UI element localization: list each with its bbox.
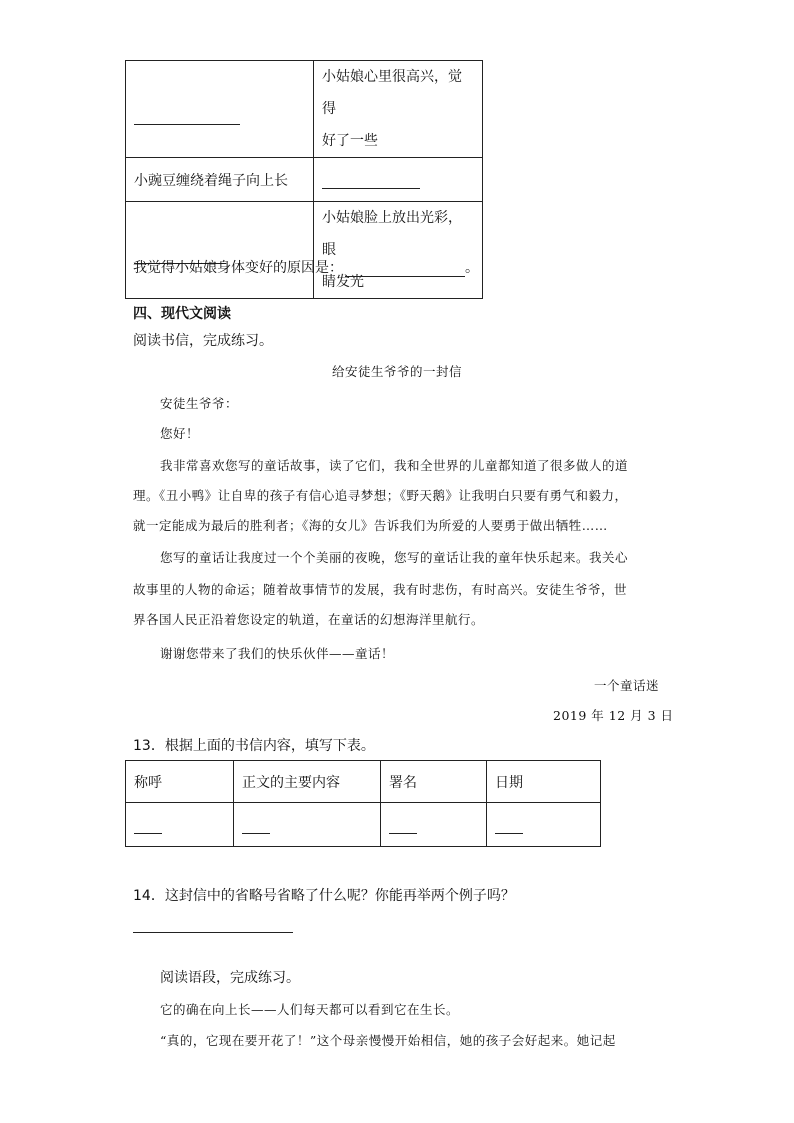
letter-line: 理。《丑小鸭》让自卑的孩子有信心追寻梦想；《野天鹅》让我明白只要有勇气和毅力，	[133, 488, 628, 503]
answer-cell[interactable]	[126, 803, 234, 847]
section-heading: 四、现代文阅读	[133, 306, 231, 322]
letter-line: 您写的童话让我度过一个个美丽的夜晚，您写的童话让我的童年快乐起来。我关心	[160, 550, 629, 565]
table-header: 称呼	[126, 761, 234, 803]
cell-line: 好了一些	[322, 133, 378, 149]
table-cell: 小豌豆缠绕着绳子向上长	[126, 158, 314, 202]
reason-prefix: 我觉得小姑娘身体变好的原因是：	[133, 260, 343, 276]
letter-closing: 谢谢您带来了我们的快乐伙伴——童话！	[160, 646, 395, 661]
q13-table	[125, 760, 601, 847]
letter-signature: 一个童话迷	[594, 678, 660, 693]
table-header: 正文的主要内容	[234, 761, 381, 803]
answer-cell[interactable]	[314, 158, 483, 202]
table-cell	[314, 61, 483, 158]
letter-line: 就一定能成为最后的胜利者；《海的女儿》告诉我们为所爱的人要勇于做出牺牲……	[133, 518, 608, 533]
table-header: 署名	[381, 761, 487, 803]
reason-suffix: 。	[465, 260, 479, 276]
answer-blank[interactable]	[134, 833, 162, 834]
answer-blank[interactable]	[242, 833, 270, 834]
answer-cell[interactable]	[381, 803, 487, 847]
answer-blank[interactable]	[322, 188, 420, 189]
letter-date: 2019 年 12 月 3 日	[553, 708, 674, 723]
table-header: 日期	[487, 761, 601, 803]
answer-cell[interactable]	[126, 202, 314, 299]
answer-cell[interactable]	[487, 803, 601, 847]
letter-greeting: 您好！	[160, 426, 200, 441]
letter-line: 界各国人民正沿着您设定的轨道，在童话的幻想海洋里航行。	[133, 612, 485, 627]
cell-line: 小姑娘脸上放出光彩，眼	[322, 210, 462, 258]
answer-blank[interactable]	[134, 124, 240, 125]
cell-line: 小姑娘心里很高兴，觉得	[322, 69, 462, 117]
table-cell	[314, 202, 483, 299]
question-13: 13．根据上面的书信内容，填写下表。	[133, 738, 375, 754]
reading-line: 它的确在向上长——人们每天都可以看到它在生长。	[160, 1002, 460, 1017]
reading-instruction: 阅读语段，完成练习。	[160, 970, 300, 986]
letter-salutation: 安徒生爷爷：	[160, 396, 239, 411]
answer-cell[interactable]	[126, 61, 314, 158]
answer-blank[interactable]	[133, 932, 293, 933]
answer-blank[interactable]	[495, 833, 523, 834]
cell-line: 睛发光	[322, 274, 364, 290]
question-14: 14．这封信中的省略号省略了什么呢？你能再举两个例子吗？	[133, 888, 515, 904]
reading-line: “真的，它现在要开花了！”这个母亲慢慢开始相信，她的孩子会好起来。她记起	[160, 1033, 616, 1048]
answer-cell[interactable]	[234, 803, 381, 847]
answer-blank[interactable]	[389, 833, 417, 834]
letter-line: 我非常喜欢您写的童话故事，读了它们，我和全世界的儿童都知道了很多做人的道	[160, 458, 629, 473]
section-instruction: 阅读书信，完成练习。	[133, 333, 273, 349]
reason-sentence	[133, 257, 479, 277]
letter-line: 故事里的人物的命运；随着故事情节的发展，我有时悲伤，有时高兴。安徒生爷爷，世	[133, 582, 628, 597]
letter-title: 给安徒生爷爷的一封信	[331, 364, 462, 379]
reason-blank[interactable]	[345, 262, 465, 277]
